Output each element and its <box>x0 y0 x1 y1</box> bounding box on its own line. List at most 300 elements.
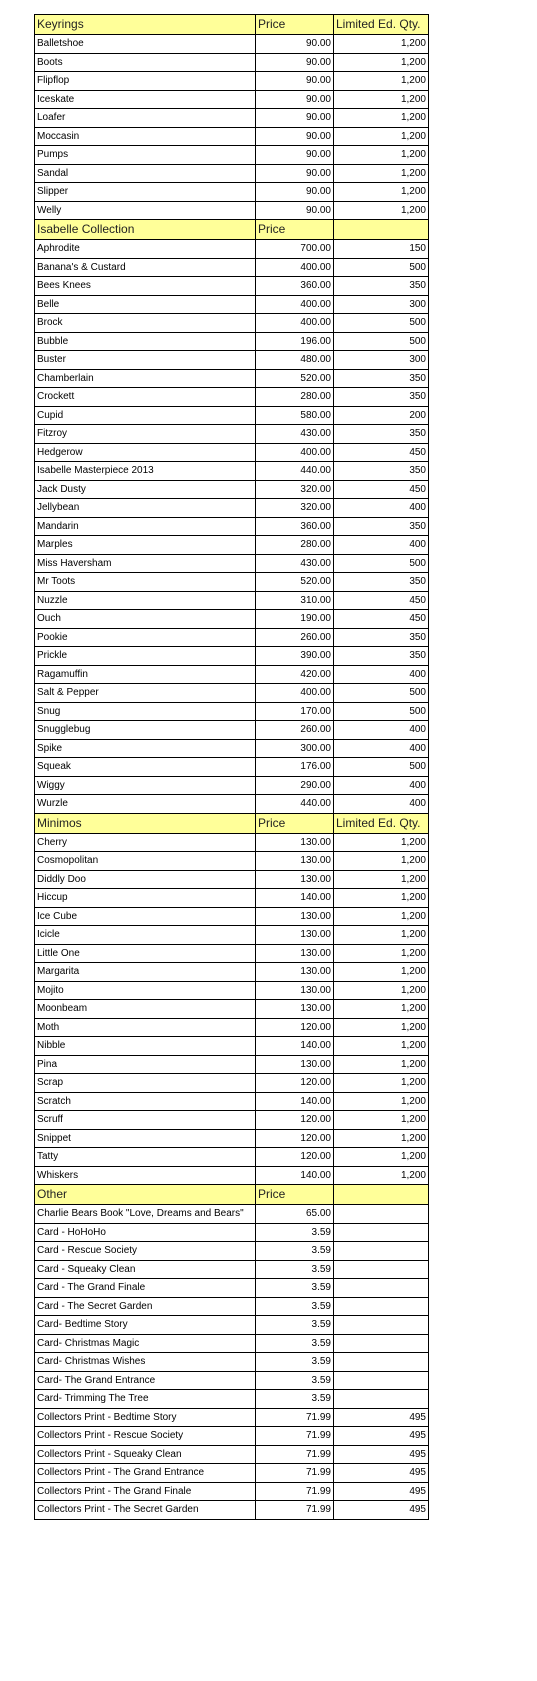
section-header-row <box>35 220 429 240</box>
item-qty-cell: 1,200 <box>334 870 429 889</box>
item-name-cell: Pumps <box>35 146 256 165</box>
item-price-cell: 520.00 <box>256 573 334 592</box>
item-name-cell: Card- The Grand Entrance <box>35 1371 256 1390</box>
table-row <box>35 870 429 889</box>
item-name-cell: Wiggy <box>35 776 256 795</box>
item-qty-cell: 350 <box>334 647 429 666</box>
item-qty-cell: 1,200 <box>334 201 429 220</box>
item-name-cell: Nuzzle <box>35 591 256 610</box>
item-name-cell: Brock <box>35 314 256 333</box>
table-row <box>35 1148 429 1167</box>
item-name-cell: Collectors Print - Squeaky Clean <box>35 1445 256 1464</box>
item-name-cell: Slipper <box>35 183 256 202</box>
table-row <box>35 258 429 277</box>
table-row <box>35 739 429 758</box>
price-column-header: Price <box>256 220 334 240</box>
item-name-cell: Card - Squeaky Clean <box>35 1260 256 1279</box>
item-name-cell: Prickle <box>35 647 256 666</box>
item-price-cell: 71.99 <box>256 1482 334 1501</box>
item-qty-cell: 495 <box>334 1445 429 1464</box>
item-qty-cell: 1,200 <box>334 833 429 852</box>
table-row <box>35 610 429 629</box>
item-price-cell: 130.00 <box>256 1055 334 1074</box>
item-price-cell: 90.00 <box>256 72 334 91</box>
item-name-cell: Charlie Bears Book "Love, Dreams and Bears" <box>35 1205 256 1224</box>
item-price-cell: 90.00 <box>256 146 334 165</box>
item-price-cell: 190.00 <box>256 610 334 629</box>
item-price-cell: 120.00 <box>256 1129 334 1148</box>
section-title: Other <box>35 1185 256 1205</box>
item-qty-cell: 1,200 <box>334 90 429 109</box>
item-name-cell: Moth <box>35 1018 256 1037</box>
item-name-cell: Wurzle <box>35 795 256 814</box>
section-header-row <box>35 813 429 833</box>
table-row <box>35 72 429 91</box>
table-row <box>35 240 429 259</box>
table-row <box>35 1129 429 1148</box>
item-price-cell: 130.00 <box>256 870 334 889</box>
table-row <box>35 314 429 333</box>
item-qty-cell <box>334 1242 429 1261</box>
item-name-cell: Collectors Print - The Secret Garden <box>35 1501 256 1520</box>
section-header-row <box>35 1185 429 1205</box>
item-name-cell: Hiccup <box>35 889 256 908</box>
table-row <box>35 183 429 202</box>
table-row <box>35 35 429 54</box>
item-qty-cell: 495 <box>334 1427 429 1446</box>
item-price-cell: 176.00 <box>256 758 334 777</box>
item-qty-cell: 400 <box>334 536 429 555</box>
item-name-cell: Chamberlain <box>35 369 256 388</box>
item-price-cell: 400.00 <box>256 258 334 277</box>
item-name-cell: Fitzroy <box>35 425 256 444</box>
item-price-cell: 430.00 <box>256 425 334 444</box>
item-name-cell: Snug <box>35 702 256 721</box>
item-qty-cell: 1,200 <box>334 1092 429 1111</box>
item-qty-cell: 350 <box>334 628 429 647</box>
item-price-cell: 120.00 <box>256 1148 334 1167</box>
table-row <box>35 351 429 370</box>
item-qty-cell: 450 <box>334 591 429 610</box>
item-price-cell: 310.00 <box>256 591 334 610</box>
item-name-cell: Card- Christmas Wishes <box>35 1353 256 1372</box>
section-title: Minimos <box>35 813 256 833</box>
item-price-cell: 130.00 <box>256 852 334 871</box>
item-price-cell: 360.00 <box>256 277 334 296</box>
item-qty-cell <box>334 1390 429 1409</box>
item-price-cell: 320.00 <box>256 499 334 518</box>
item-price-cell: 90.00 <box>256 53 334 72</box>
item-name-cell: Pina <box>35 1055 256 1074</box>
item-name-cell: Card- Christmas Magic <box>35 1334 256 1353</box>
item-price-cell: 260.00 <box>256 628 334 647</box>
item-price-cell: 130.00 <box>256 944 334 963</box>
table-row <box>35 332 429 351</box>
item-price-cell: 196.00 <box>256 332 334 351</box>
item-qty-cell: 450 <box>334 480 429 499</box>
item-qty-cell: 400 <box>334 499 429 518</box>
item-qty-cell: 1,200 <box>334 981 429 1000</box>
item-name-cell: Collectors Print - Bedtime Story <box>35 1408 256 1427</box>
item-price-cell: 280.00 <box>256 536 334 555</box>
item-price-cell: 700.00 <box>256 240 334 259</box>
item-price-cell: 3.59 <box>256 1223 334 1242</box>
table-row <box>35 146 429 165</box>
table-row <box>35 1501 429 1520</box>
table-row <box>35 443 429 462</box>
item-price-cell: 120.00 <box>256 1111 334 1130</box>
item-qty-cell: 1,200 <box>334 926 429 945</box>
item-qty-cell: 200 <box>334 406 429 425</box>
item-qty-cell: 1,200 <box>334 35 429 54</box>
item-price-cell: 71.99 <box>256 1408 334 1427</box>
item-qty-cell: 495 <box>334 1501 429 1520</box>
item-qty-cell: 350 <box>334 425 429 444</box>
item-price-cell: 140.00 <box>256 1092 334 1111</box>
item-name-cell: Squeak <box>35 758 256 777</box>
table-row <box>35 684 429 703</box>
item-price-cell: 520.00 <box>256 369 334 388</box>
item-name-cell: Cherry <box>35 833 256 852</box>
item-price-cell: 71.99 <box>256 1427 334 1446</box>
item-price-cell: 140.00 <box>256 1166 334 1185</box>
item-qty-cell: 495 <box>334 1408 429 1427</box>
qty-column-header <box>334 1185 429 1205</box>
item-qty-cell: 495 <box>334 1482 429 1501</box>
table-row <box>35 1074 429 1093</box>
qty-column-header: Limited Ed. Qty. <box>334 15 429 35</box>
table-row <box>35 517 429 536</box>
item-qty-cell: 1,200 <box>334 1166 429 1185</box>
item-name-cell: Pookie <box>35 628 256 647</box>
table-row <box>35 1279 429 1298</box>
item-qty-cell: 400 <box>334 776 429 795</box>
item-price-cell: 3.59 <box>256 1353 334 1372</box>
section-title: Isabelle Collection <box>35 220 256 240</box>
item-qty-cell: 500 <box>334 702 429 721</box>
item-price-cell: 140.00 <box>256 889 334 908</box>
table-row <box>35 127 429 146</box>
item-price-cell: 71.99 <box>256 1445 334 1464</box>
item-price-cell: 3.59 <box>256 1371 334 1390</box>
item-name-cell: Mandarin <box>35 517 256 536</box>
item-price-cell: 3.59 <box>256 1316 334 1335</box>
item-name-cell: Card - The Grand Finale <box>35 1279 256 1298</box>
table-row <box>35 406 429 425</box>
item-qty-cell: 1,200 <box>334 1018 429 1037</box>
table-row <box>35 702 429 721</box>
table-row <box>35 1205 429 1224</box>
item-qty-cell: 500 <box>334 332 429 351</box>
item-qty-cell: 400 <box>334 665 429 684</box>
table-row <box>35 1353 429 1372</box>
item-name-cell: Cupid <box>35 406 256 425</box>
item-name-cell: Bees Knees <box>35 277 256 296</box>
item-price-cell: 3.59 <box>256 1390 334 1409</box>
item-price-cell: 3.59 <box>256 1334 334 1353</box>
table-row <box>35 926 429 945</box>
table-row <box>35 164 429 183</box>
table-row <box>35 201 429 220</box>
item-qty-cell: 1,200 <box>334 1129 429 1148</box>
item-price-cell: 120.00 <box>256 1074 334 1093</box>
item-price-cell: 3.59 <box>256 1242 334 1261</box>
item-qty-cell: 1,200 <box>334 53 429 72</box>
item-price-cell: 440.00 <box>256 462 334 481</box>
item-name-cell: Collectors Print - The Grand Entrance <box>35 1464 256 1483</box>
item-name-cell: Scruff <box>35 1111 256 1130</box>
item-qty-cell: 450 <box>334 610 429 629</box>
item-name-cell: Mr Toots <box>35 573 256 592</box>
item-price-cell: 90.00 <box>256 109 334 128</box>
item-price-cell: 3.59 <box>256 1297 334 1316</box>
table-row <box>35 536 429 555</box>
item-qty-cell <box>334 1334 429 1353</box>
item-qty-cell: 500 <box>334 314 429 333</box>
table-row <box>35 369 429 388</box>
item-name-cell: Collectors Print - The Grand Finale <box>35 1482 256 1501</box>
item-price-cell: 400.00 <box>256 443 334 462</box>
price-column-header: Price <box>256 813 334 833</box>
item-name-cell: Isabelle Masterpiece 2013 <box>35 462 256 481</box>
item-name-cell: Salt & Pepper <box>35 684 256 703</box>
item-qty-cell: 1,200 <box>334 164 429 183</box>
table-row <box>35 295 429 314</box>
item-name-cell: Mojito <box>35 981 256 1000</box>
item-price-cell: 480.00 <box>256 351 334 370</box>
table-row <box>35 665 429 684</box>
table-row <box>35 1316 429 1335</box>
item-qty-cell: 300 <box>334 351 429 370</box>
item-price-cell: 65.00 <box>256 1205 334 1224</box>
item-qty-cell: 1,200 <box>334 146 429 165</box>
item-price-cell: 430.00 <box>256 554 334 573</box>
price-list-sheet <box>34 14 428 1520</box>
table-row <box>35 462 429 481</box>
item-name-cell: Miss Haversham <box>35 554 256 573</box>
item-qty-cell: 1,200 <box>334 1000 429 1019</box>
item-name-cell: Card- Bedtime Story <box>35 1316 256 1335</box>
item-name-cell: Nibble <box>35 1037 256 1056</box>
item-price-cell: 130.00 <box>256 907 334 926</box>
item-qty-cell: 500 <box>334 758 429 777</box>
item-price-cell: 90.00 <box>256 90 334 109</box>
item-price-cell: 280.00 <box>256 388 334 407</box>
section-header-row <box>35 15 429 35</box>
table-row <box>35 833 429 852</box>
item-name-cell: Card- Trimming The Tree <box>35 1390 256 1409</box>
item-price-cell: 90.00 <box>256 35 334 54</box>
item-price-cell: 71.99 <box>256 1464 334 1483</box>
item-qty-cell: 350 <box>334 277 429 296</box>
item-name-cell: Tatty <box>35 1148 256 1167</box>
item-price-cell: 140.00 <box>256 1037 334 1056</box>
item-price-cell: 290.00 <box>256 776 334 795</box>
item-name-cell: Snugglebug <box>35 721 256 740</box>
item-qty-cell: 495 <box>334 1464 429 1483</box>
table-row <box>35 628 429 647</box>
item-price-cell: 90.00 <box>256 201 334 220</box>
table-row <box>35 1223 429 1242</box>
qty-column-header: Limited Ed. Qty. <box>334 813 429 833</box>
item-price-cell: 390.00 <box>256 647 334 666</box>
item-name-cell: Balletshoe <box>35 35 256 54</box>
price-table-body <box>35 15 429 1520</box>
item-price-cell: 300.00 <box>256 739 334 758</box>
table-row <box>35 907 429 926</box>
item-qty-cell: 1,200 <box>334 1074 429 1093</box>
table-row <box>35 1260 429 1279</box>
item-name-cell: Moccasin <box>35 127 256 146</box>
item-price-cell: 71.99 <box>256 1501 334 1520</box>
item-qty-cell: 1,200 <box>334 963 429 982</box>
item-name-cell: Spike <box>35 739 256 758</box>
table-row <box>35 1445 429 1464</box>
item-name-cell: Whiskers <box>35 1166 256 1185</box>
item-name-cell: Card - HoHoHo <box>35 1223 256 1242</box>
item-qty-cell <box>334 1205 429 1224</box>
item-qty-cell: 1,200 <box>334 1037 429 1056</box>
price-column-header: Price <box>256 15 334 35</box>
table-row <box>35 1408 429 1427</box>
item-qty-cell <box>334 1223 429 1242</box>
item-price-cell: 120.00 <box>256 1018 334 1037</box>
table-row <box>35 1390 429 1409</box>
item-name-cell: Cosmopolitan <box>35 852 256 871</box>
table-row <box>35 1464 429 1483</box>
table-row <box>35 1000 429 1019</box>
item-name-cell: Snippet <box>35 1129 256 1148</box>
table-row <box>35 591 429 610</box>
item-price-cell: 440.00 <box>256 795 334 814</box>
price-column-header: Price <box>256 1185 334 1205</box>
item-price-cell: 360.00 <box>256 517 334 536</box>
item-name-cell: Ice Cube <box>35 907 256 926</box>
table-row <box>35 1334 429 1353</box>
table-row <box>35 573 429 592</box>
table-row <box>35 425 429 444</box>
item-price-cell: 400.00 <box>256 295 334 314</box>
item-qty-cell: 450 <box>334 443 429 462</box>
table-row <box>35 852 429 871</box>
item-price-cell: 3.59 <box>256 1279 334 1298</box>
item-qty-cell: 350 <box>334 369 429 388</box>
item-price-cell: 3.59 <box>256 1260 334 1279</box>
item-qty-cell: 1,200 <box>334 852 429 871</box>
section-title: Keyrings <box>35 15 256 35</box>
item-name-cell: Ragamuffin <box>35 665 256 684</box>
table-row <box>35 554 429 573</box>
item-qty-cell <box>334 1316 429 1335</box>
item-qty-cell: 400 <box>334 739 429 758</box>
table-row <box>35 1242 429 1261</box>
item-name-cell: Aphrodite <box>35 240 256 259</box>
table-row <box>35 90 429 109</box>
item-price-cell: 420.00 <box>256 665 334 684</box>
item-qty-cell: 500 <box>334 684 429 703</box>
item-name-cell: Collectors Print - Rescue Society <box>35 1427 256 1446</box>
item-qty-cell <box>334 1297 429 1316</box>
table-row <box>35 647 429 666</box>
item-qty-cell: 1,200 <box>334 889 429 908</box>
item-name-cell: Iceskate <box>35 90 256 109</box>
item-name-cell: Jellybean <box>35 499 256 518</box>
item-name-cell: Loafer <box>35 109 256 128</box>
table-row <box>35 109 429 128</box>
table-row <box>35 1055 429 1074</box>
item-qty-cell: 350 <box>334 517 429 536</box>
item-qty-cell: 350 <box>334 573 429 592</box>
item-price-cell: 170.00 <box>256 702 334 721</box>
item-qty-cell: 400 <box>334 721 429 740</box>
price-table <box>34 14 429 1520</box>
item-qty-cell: 1,200 <box>334 127 429 146</box>
table-row <box>35 277 429 296</box>
table-row <box>35 721 429 740</box>
item-price-cell: 400.00 <box>256 314 334 333</box>
item-name-cell: Diddly Doo <box>35 870 256 889</box>
table-row <box>35 963 429 982</box>
item-qty-cell: 300 <box>334 295 429 314</box>
table-row <box>35 1037 429 1056</box>
table-row <box>35 776 429 795</box>
item-name-cell: Buster <box>35 351 256 370</box>
table-row <box>35 1482 429 1501</box>
qty-column-header <box>334 220 429 240</box>
item-name-cell: Belle <box>35 295 256 314</box>
table-row <box>35 981 429 1000</box>
item-price-cell: 130.00 <box>256 963 334 982</box>
item-name-cell: Margarita <box>35 963 256 982</box>
item-qty-cell <box>334 1353 429 1372</box>
item-qty-cell: 500 <box>334 258 429 277</box>
item-qty-cell: 350 <box>334 388 429 407</box>
item-qty-cell: 350 <box>334 462 429 481</box>
table-row <box>35 499 429 518</box>
item-name-cell: Bubble <box>35 332 256 351</box>
item-name-cell: Jack Dusty <box>35 480 256 499</box>
item-price-cell: 400.00 <box>256 684 334 703</box>
table-row <box>35 889 429 908</box>
table-row <box>35 53 429 72</box>
table-row <box>35 795 429 814</box>
item-price-cell: 90.00 <box>256 183 334 202</box>
item-qty-cell: 1,200 <box>334 72 429 91</box>
item-qty-cell: 400 <box>334 795 429 814</box>
item-qty-cell: 500 <box>334 554 429 573</box>
table-row <box>35 1018 429 1037</box>
item-name-cell: Marples <box>35 536 256 555</box>
item-qty-cell: 1,200 <box>334 907 429 926</box>
table-row <box>35 944 429 963</box>
item-name-cell: Scrap <box>35 1074 256 1093</box>
item-price-cell: 130.00 <box>256 981 334 1000</box>
item-qty-cell: 1,200 <box>334 1148 429 1167</box>
table-row <box>35 1111 429 1130</box>
item-name-cell: Hedgerow <box>35 443 256 462</box>
item-price-cell: 130.00 <box>256 926 334 945</box>
item-price-cell: 90.00 <box>256 164 334 183</box>
item-name-cell: Flipflop <box>35 72 256 91</box>
item-name-cell: Moonbeam <box>35 1000 256 1019</box>
table-row <box>35 1427 429 1446</box>
item-price-cell: 580.00 <box>256 406 334 425</box>
item-name-cell: Ouch <box>35 610 256 629</box>
item-qty-cell: 1,200 <box>334 944 429 963</box>
item-name-cell: Banana's & Custard <box>35 258 256 277</box>
table-row <box>35 758 429 777</box>
item-name-cell: Little One <box>35 944 256 963</box>
